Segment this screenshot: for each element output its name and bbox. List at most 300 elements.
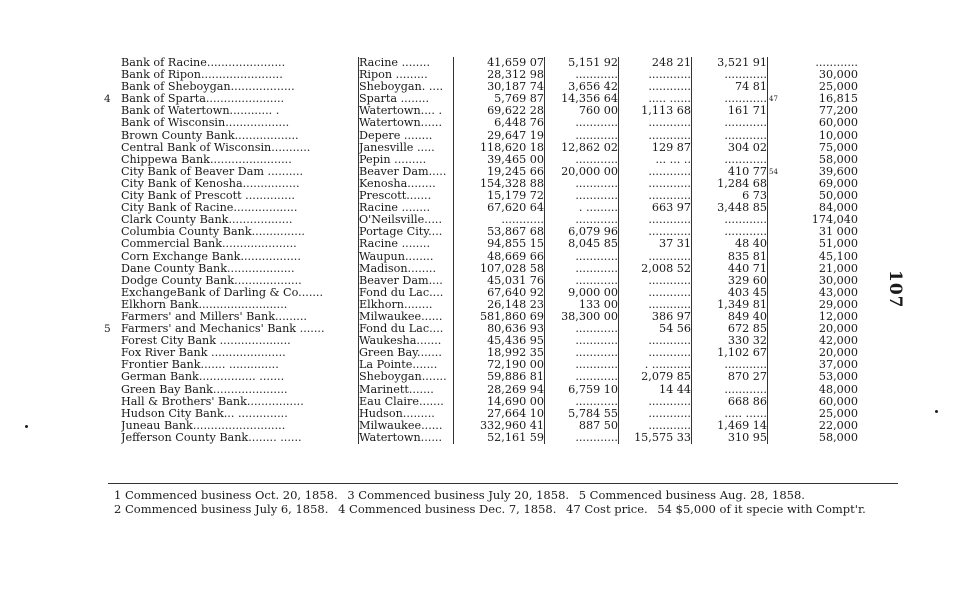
capital-cell (768, 117, 859, 129)
amount-col-2: 6,759 10 (545, 384, 619, 396)
capital-value: 42,000 (818, 335, 858, 348)
amount-col-4: ............ (692, 93, 768, 105)
amount-col-4: 1,349 81 (692, 299, 768, 311)
ledger-row (104, 226, 858, 238)
capital-value: 84,000 (818, 202, 858, 215)
amount-col-4: 870 27 (692, 371, 768, 383)
amount-col-3: . ........... (619, 359, 692, 371)
amount-col-4: 1,469 14 (692, 420, 768, 432)
bank-name: Bank of Ripon....................... (121, 69, 283, 82)
amount-col-1: 5,769 87 (454, 93, 545, 105)
amount-col-1: 28,269 94 (454, 384, 545, 396)
bank-name: Fox River Bank ..................... (121, 347, 286, 360)
amount-col-3: 1,113 68 (619, 105, 692, 117)
amount-col-2: 5,151 92 (545, 57, 619, 69)
row-marker (104, 311, 121, 323)
capital-cell (768, 178, 859, 190)
bank-location: Sheboygan....... (359, 371, 454, 383)
amount-col-1: 19,245 66 (454, 166, 545, 178)
ledger-row (104, 371, 858, 383)
footnote-54: 54 $5,000 of it specie with Compt'r. (657, 502, 866, 516)
row-marker (104, 238, 121, 250)
row-marker (104, 81, 121, 93)
amount-col-2: ............ (545, 359, 619, 371)
bank-name: Central Bank of Wisconsin........... (121, 141, 311, 154)
capital-cell (768, 323, 859, 335)
ledger-row (104, 311, 858, 323)
bank-name: City Bank of Beaver Dam .......... (121, 165, 304, 178)
amount-col-2: ............ (545, 323, 619, 335)
bank-name: City Bank of Prescott .............. (121, 190, 295, 203)
amount-col-4: ............ (692, 214, 768, 226)
amount-col-3: ............ (619, 347, 692, 359)
row-marker (104, 226, 121, 238)
amount-col-3: 2,008 52 (619, 263, 692, 275)
amount-col-3: 15,575 33 (619, 432, 692, 444)
amount-col-2: ............ (545, 396, 619, 408)
print-speck (935, 410, 938, 413)
amount-col-4: ............ (692, 69, 768, 81)
ledger-row (104, 69, 858, 81)
capital-cell (768, 371, 859, 383)
print-speck (25, 425, 28, 428)
capital-value: 58,000 (818, 153, 858, 166)
amount-col-1: 28,312 98 (454, 69, 545, 81)
amount-col-1: 53,867 68 (454, 226, 545, 238)
capital-cell (768, 238, 859, 250)
amount-col-2: 760 00 (545, 105, 619, 117)
amount-col-2: ............ (545, 335, 619, 347)
amount-col-2: 14,356 64 (545, 93, 619, 105)
ledger-row (104, 142, 858, 154)
amount-col-2: ............ (545, 178, 619, 190)
footnote-4: 4 Commenced business Dec. 7, 1858. (338, 502, 557, 516)
capital-cell (768, 202, 859, 214)
amount-col-1: 118,620 18 (454, 142, 545, 154)
amount-col-2: 38,300 00 (545, 311, 619, 323)
ledger-row (104, 130, 858, 142)
bank-name: Elkhorn Bank......................... (121, 298, 288, 311)
amount-col-1: 332,960 41 (454, 420, 545, 432)
row-marker (104, 142, 121, 154)
amount-col-1: 48,669 66 (454, 251, 545, 263)
footnote-5: 5 Commenced business Aug. 28, 1858. (578, 488, 805, 502)
amount-col-4: ............ (692, 359, 768, 371)
amount-col-4: ............ (692, 384, 768, 396)
amount-col-4: 410 77 (692, 166, 768, 178)
capital-value: 12,000 (818, 310, 858, 323)
amount-col-4: 403 45 (692, 287, 768, 299)
footnote-ref: 47 (769, 95, 778, 104)
row-marker (104, 214, 121, 226)
ledger-row (104, 251, 858, 263)
capital-value: 58,000 (818, 431, 858, 444)
row-marker (104, 69, 121, 81)
amount-col-4: 330 32 (692, 335, 768, 347)
amount-col-1: 581,860 69 (454, 311, 545, 323)
amount-col-1: 69,622 28 (454, 105, 545, 117)
footnotes (114, 488, 872, 516)
amount-col-4: 440 71 (692, 263, 768, 275)
row-marker (104, 57, 121, 69)
capital-cell (768, 130, 859, 142)
bank-location: Racine ........ (359, 202, 454, 214)
amount-col-3: 663 97 (619, 202, 692, 214)
amount-col-3: ............ (619, 420, 692, 432)
bank-location: Janesville ..... (359, 142, 454, 154)
amount-col-1: 59,886 81 (454, 371, 545, 383)
row-marker (104, 251, 121, 263)
capital-cell (768, 105, 859, 117)
amount-col-3: ............ (619, 275, 692, 287)
amount-col-4: ............ (692, 154, 768, 166)
ledger-row (104, 408, 858, 420)
amount-col-2: 887 50 (545, 420, 619, 432)
bank-name: Dodge County Bank................... (121, 274, 302, 287)
bank-name: City Bank of Kenosha................ (121, 177, 300, 190)
footnote-2: 2 Commenced business July 6, 1858. (114, 502, 329, 516)
amount-col-3: ............ (619, 117, 692, 129)
bank-location: Racine ........ (359, 238, 454, 250)
capital-cell (768, 432, 859, 444)
amount-col-3: 2,079 85 (619, 371, 692, 383)
capital-cell (768, 190, 859, 202)
capital-value: 39,600 (818, 165, 858, 178)
bank-location: Racine ........ (359, 57, 454, 69)
amount-col-2: 9,000 00 (545, 287, 619, 299)
row-marker (104, 384, 121, 396)
row-marker (104, 190, 121, 202)
bank-name: Hall & Brothers' Bank................ (121, 395, 304, 408)
footnote-3: 3 Commenced business July 20, 1858. (347, 488, 570, 502)
capital-cell (768, 57, 859, 69)
capital-cell (768, 275, 859, 287)
ledger-row (104, 214, 858, 226)
row-marker (104, 408, 121, 420)
bank-name: Bank of Sparta...................... (121, 93, 285, 106)
ledger-row (104, 359, 858, 371)
amount-col-4: 849 40 (692, 311, 768, 323)
capital-value: 16,815 (818, 93, 858, 106)
amount-col-3: ............ (619, 408, 692, 420)
bank-name: Commercial Bank..................... (121, 238, 297, 251)
amount-col-3: ... ... .. (619, 154, 692, 166)
bank-name: Columbia County Bank............... (121, 226, 305, 239)
capital-value: 77,200 (818, 105, 858, 118)
amount-col-3: ............ (619, 335, 692, 347)
footnote-line-2 (114, 502, 872, 516)
amount-col-2: ............ (545, 275, 619, 287)
bank-location: Prescott....... (359, 190, 454, 202)
bank-location: Pepin ......... (359, 154, 454, 166)
capital-value: 43,000 (818, 286, 858, 299)
bank-name: Bank of Wisconsin.................. (121, 117, 290, 130)
amount-col-3: ............ (619, 226, 692, 238)
ledger-row (104, 335, 858, 347)
amount-col-1: 154,328 88 (454, 178, 545, 190)
bank-name: Clark County Bank.................. (121, 214, 293, 227)
bank-location: Watertown...... (359, 432, 454, 444)
amount-col-2: ............ (545, 117, 619, 129)
capital-value: 50,000 (818, 190, 858, 203)
amount-col-1: 6,448 76 (454, 117, 545, 129)
bank-name: Hudson City Bank... .............. (121, 407, 288, 420)
bank-location: Portage City.... (359, 226, 454, 238)
ledger-row (104, 420, 858, 432)
row-marker (104, 154, 121, 166)
capital-value: 21,000 (818, 262, 858, 275)
bank-location: Marinett....... (359, 384, 454, 396)
amount-col-2: ............ (545, 263, 619, 275)
amount-col-2: 5,784 55 (545, 408, 619, 420)
amount-col-4: 310 95 (692, 432, 768, 444)
capital-value: 29,000 (818, 298, 858, 311)
capital-value: ............ (815, 57, 858, 69)
amount-col-1: 29,647 19 (454, 130, 545, 142)
ledger-row (104, 263, 858, 275)
amount-col-1: 45,436 95 (454, 335, 545, 347)
bank-location: Watertown...... (359, 117, 454, 129)
row-marker (104, 396, 121, 408)
amount-col-2: ............ (545, 190, 619, 202)
bank-location: Kenosha........ (359, 178, 454, 190)
amount-col-2: 133 00 (545, 299, 619, 311)
bank-location: Beaver Dam..... (359, 166, 454, 178)
capital-cell (768, 154, 859, 166)
capital-cell (768, 93, 859, 105)
bank-location: Waukesha....... (359, 335, 454, 347)
bank-location: Waupun........ (359, 251, 454, 263)
capital-cell (768, 335, 859, 347)
amount-col-4: 329 60 (692, 275, 768, 287)
ledger-row (104, 57, 858, 69)
bank-name: Bank of Racine...................... (121, 57, 286, 69)
amount-col-4: 835 81 (692, 251, 768, 263)
ledger-row (104, 299, 858, 311)
amount-col-2: 8,045 85 (545, 238, 619, 250)
bank-location: Sheboygan. .... (359, 81, 454, 93)
footnote-divider (108, 483, 898, 484)
bank-name: Corn Exchange Bank................. (121, 250, 301, 263)
amount-col-2: 12,862 02 (545, 142, 619, 154)
ledger-row (104, 275, 858, 287)
bank-location: Beaver Dam.... (359, 275, 454, 287)
capital-cell (768, 142, 859, 154)
capital-cell (768, 81, 859, 93)
capital-value: 25,000 (818, 81, 858, 94)
amount-col-3: ............ (619, 287, 692, 299)
capital-value: 31 000 (818, 226, 858, 239)
capital-value: 69,000 (818, 177, 858, 190)
ledger-row (104, 432, 858, 444)
bank-name: Farmers' and Millers' Bank......... (121, 310, 307, 323)
bank-name: Bank of Sheboygan.................. (121, 81, 295, 94)
amount-col-4: 6 73 (692, 190, 768, 202)
capital-value: 20,000 (818, 347, 858, 360)
amount-col-1: 72,190 00 (454, 359, 545, 371)
amount-col-3: ............ (619, 166, 692, 178)
ledger-row (104, 117, 858, 129)
bank-name: Farmers' and Mechanics' Bank ....... (121, 323, 325, 336)
amount-col-3: ............ (619, 81, 692, 93)
capital-cell (768, 166, 859, 178)
ledger-row (104, 81, 858, 93)
ledger-row (104, 166, 858, 178)
amount-col-4: 304 02 (692, 142, 768, 154)
row-marker (104, 117, 121, 129)
amount-col-2: . ......... (545, 202, 619, 214)
bank-location: Eau Claire....... (359, 396, 454, 408)
page-number: 107 (885, 270, 905, 309)
capital-value: 60,000 (818, 395, 858, 408)
amount-col-2: 3,656 42 (545, 81, 619, 93)
row-marker (104, 178, 121, 190)
amount-col-4: 1,284 68 (692, 178, 768, 190)
capital-value: 30,000 (818, 69, 858, 82)
amount-col-4: 672 85 (692, 323, 768, 335)
amount-col-1: 107,028 58 (454, 263, 545, 275)
amount-col-4: 161 71 (692, 105, 768, 117)
amount-col-4: 668 86 (692, 396, 768, 408)
amount-col-4: 74 81 (692, 81, 768, 93)
capital-value: 37,000 (818, 359, 858, 372)
capital-value: 22,000 (818, 419, 858, 432)
row-marker (104, 130, 121, 142)
capital-cell (768, 251, 859, 263)
bank-location: Ripon ......... (359, 69, 454, 81)
capital-value: 75,000 (818, 141, 858, 154)
amount-col-4: 1,102 67 (692, 347, 768, 359)
amount-col-3: 248 21 (619, 57, 692, 69)
capital-cell (768, 311, 859, 323)
bank-location: La Pointe....... (359, 359, 454, 371)
bank-name: Bank of Watertown............ . (121, 105, 280, 118)
capital-value: 30,000 (818, 274, 858, 287)
amount-col-1: 67,640 92 (454, 287, 545, 299)
row-marker: 4 (104, 93, 111, 106)
amount-col-1: 52,161 59 (454, 432, 545, 444)
row-marker (104, 287, 121, 299)
amount-col-2: ............ (545, 347, 619, 359)
amount-col-4: 3,521 91 (692, 57, 768, 69)
row-marker (104, 347, 121, 359)
amount-col-3: 386 97 (619, 311, 692, 323)
row-marker (104, 275, 121, 287)
ledger-row (104, 396, 858, 408)
capital-value: 53,000 (818, 371, 858, 384)
bank-location: Milwaukee...... (359, 420, 454, 432)
ledger-row (104, 154, 858, 166)
amount-col-1: ............ (454, 214, 545, 226)
bank-name: Jefferson County Bank........ ...... (121, 431, 302, 444)
capital-cell (768, 396, 859, 408)
amount-col-2: 20,000 00 (545, 166, 619, 178)
row-marker (104, 359, 121, 371)
bank-ledger-table (104, 57, 858, 444)
capital-value: 51,000 (818, 238, 858, 251)
bank-name: Juneau Bank.......................... (121, 419, 286, 432)
amount-col-3: ............ (619, 69, 692, 81)
capital-value: 25,000 (818, 407, 858, 420)
amount-col-1: 39,465 00 (454, 154, 545, 166)
amount-col-2: ............ (545, 251, 619, 263)
capital-cell (768, 69, 859, 81)
bank-location: Milwaukee...... (359, 311, 454, 323)
amount-col-3: ............ (619, 214, 692, 226)
capital-cell (768, 420, 859, 432)
amount-col-1: 45,031 76 (454, 275, 545, 287)
capital-value: 10,000 (818, 129, 858, 142)
amount-col-1: 14,690 00 (454, 396, 545, 408)
amount-col-3: ............ (619, 130, 692, 142)
amount-col-1: 94,855 15 (454, 238, 545, 250)
capital-value: 45,100 (818, 250, 858, 263)
capital-cell (768, 263, 859, 275)
amount-col-1: 30,187 74 (454, 81, 545, 93)
bank-location: Fond du Lac.... (359, 287, 454, 299)
capital-cell (768, 408, 859, 420)
row-marker (104, 371, 121, 383)
amount-col-4: ............ (692, 130, 768, 142)
ledger-row (104, 202, 858, 214)
amount-col-3: ............ (619, 396, 692, 408)
bank-name: City Bank of Racine.................. (121, 202, 298, 215)
capital-cell (768, 287, 859, 299)
amount-col-2: ............ (545, 69, 619, 81)
ledger-body (104, 57, 858, 444)
amount-col-3: ............ (619, 178, 692, 190)
row-marker (104, 335, 121, 347)
bank-name: Dane County Bank................... (121, 262, 295, 275)
capital-value: 60,000 (818, 117, 858, 130)
footnote-line-1 (114, 488, 872, 502)
amount-col-3: ..... ...... (619, 93, 692, 105)
bank-location: Elkhorn........ (359, 299, 454, 311)
amount-col-3: 54 56 (619, 323, 692, 335)
capital-cell (768, 359, 859, 371)
row-marker (104, 202, 121, 214)
amount-col-2: ............ (545, 130, 619, 142)
ledger-row (104, 384, 858, 396)
row-marker: 5 (104, 323, 111, 336)
ledger-row (104, 323, 858, 335)
amount-col-3: 129 87 (619, 142, 692, 154)
amount-col-1: 67,620 64 (454, 202, 545, 214)
amount-col-3: ............ (619, 251, 692, 263)
amount-col-3: 14 44 (619, 384, 692, 396)
amount-col-2: ............ (545, 154, 619, 166)
ledger-row (104, 190, 858, 202)
bank-name: Frontier Bank....... .............. (121, 359, 279, 372)
bank-location: Sparta ........ (359, 93, 454, 105)
row-marker (104, 166, 121, 178)
capital-cell (768, 226, 859, 238)
bank-name: Green Bay Bank..................... (121, 383, 288, 396)
amount-col-4: ............ (692, 226, 768, 238)
ledger-row (104, 238, 858, 250)
capital-value: 48,000 (818, 383, 858, 396)
amount-col-4: 48 40 (692, 238, 768, 250)
footnote-ref: 54 (769, 167, 778, 176)
capital-cell (768, 384, 859, 396)
bank-name: Brown County Bank.................. (121, 129, 299, 142)
amount-col-3: 37 31 (619, 238, 692, 250)
amount-col-4: 3,448 85 (692, 202, 768, 214)
row-marker (104, 299, 121, 311)
row-marker (104, 105, 121, 117)
capital-cell (768, 347, 859, 359)
amount-col-1: 41,659 07 (454, 57, 545, 69)
